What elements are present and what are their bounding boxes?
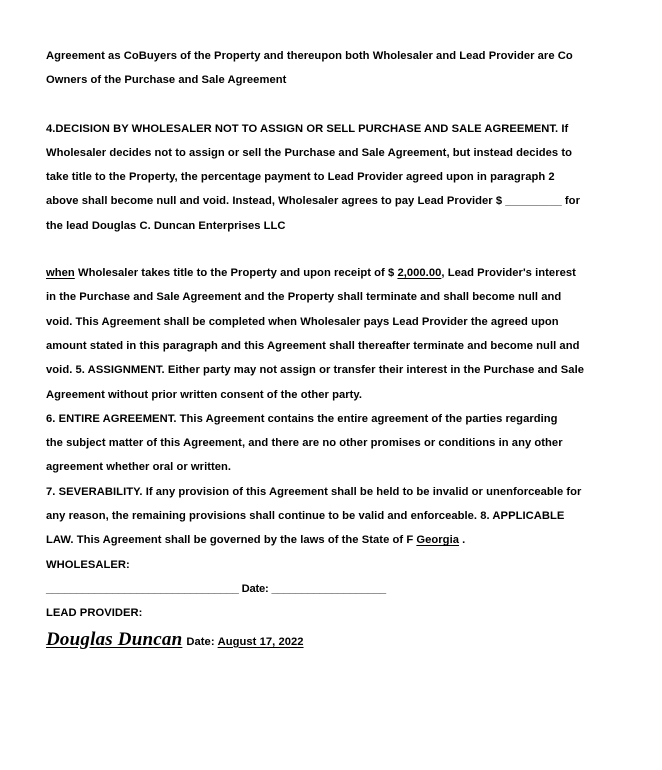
paragraph-line: any reason, the remaining provisions shall continue to be valid and enforceable. 8. APPLICABLE [46,510,565,523]
paragraph-line: the subject matter of this Agreement, and there are no other promises or conditions in any other [46,437,563,450]
paragraph-line: amount stated in this paragraph and this Agreement shall thereafter terminate and become null and [46,339,580,352]
paragraph-line: void. 5. ASSIGNMENT. Either party may not assign or transfer their interest in the Purchase and Sale [46,364,584,377]
paragraph-clause-6 [46,407,616,480]
wholesaler-signature-line: ________________________________ Date: ___________________ [46,582,386,595]
paragraph-line: in the Purchase and Sale Agreement and the Property shall terminate and shall become null and [46,291,562,304]
clause-7-line-tail: . [459,534,466,547]
paragraph-line: above shall become null and void. Instead, Wholesaler agrees to pay Lead Provider $ _________ for [46,195,580,208]
payment-amount: 2,000.00 [397,267,442,280]
paragraph-line: Owners of the Purchase and Sale Agreement [46,74,287,87]
paragraph-clause-4 [46,117,616,238]
paragraph-clause-when [46,261,616,407]
paragraph-line: 6. ENTIRE AGREEMENT. This Agreement contains the entire agreement of the parties regarding [46,412,558,425]
paragraph-spacer [46,93,616,117]
state-value: Georgia [416,534,460,547]
document-body [46,44,616,654]
paragraph-line: Agreement without prior written consent of the other party. [46,388,363,401]
paragraph-line: Agreement as CoBuyers of the Property and thereupon both Wholesaler and Lead Provider are Co [46,50,573,62]
paragraph-line: 7. SEVERABILITY. If any provision of this Agreement shall be held to be invalid or unenforceable for [46,485,582,498]
lead-provider-label: LEAD PROVIDER: [46,607,143,620]
when-line-tail: , Lead Provider's interest [441,267,576,280]
when-line-rest: Wholesaler takes title to the Property and upon receipt of $ [74,267,398,280]
lead-provider-signature-row [46,628,616,654]
signature-section [46,553,616,654]
paragraph-line: 4.DECISION BY WHOLESALER NOT TO ASSIGN OR SELL PURCHASE AND SALE AGREEMENT. If [46,122,569,135]
paragraph-line: the lead Douglas C. Duncan Enterprises LLC [46,219,286,232]
paragraph-spacer [46,238,616,261]
signature-date-label: Date: [186,635,215,648]
paragraph-clause-7 [46,480,616,553]
paragraph-line [46,528,616,552]
paragraph-line: void. This Agreement shall be completed when Wholesaler pays Lead Provider the agreed upon [46,315,559,328]
when-underlined-word: when [46,267,75,280]
clause-7-line-3: LAW. This Agreement shall be governed by the laws of the State of F [46,534,417,547]
wholesaler-label: WHOLESALER: [46,558,130,571]
paragraph-line [46,261,616,285]
paragraph-line: agreement whether oral or written. [46,461,232,474]
paragraph-cobuyers [46,44,616,93]
signature-douglas-duncan: Douglas Duncan [46,628,183,650]
paragraph-line: take title to the Property, the percentage payment to Lead Provider agreed upon in paragraph 2 [46,171,555,184]
paragraph-line: Wholesaler decides not to assign or sell the Purchase and Sale Agreement, but instead decides to [46,146,572,159]
signature-date-value: August 17, 2022 [217,635,304,648]
